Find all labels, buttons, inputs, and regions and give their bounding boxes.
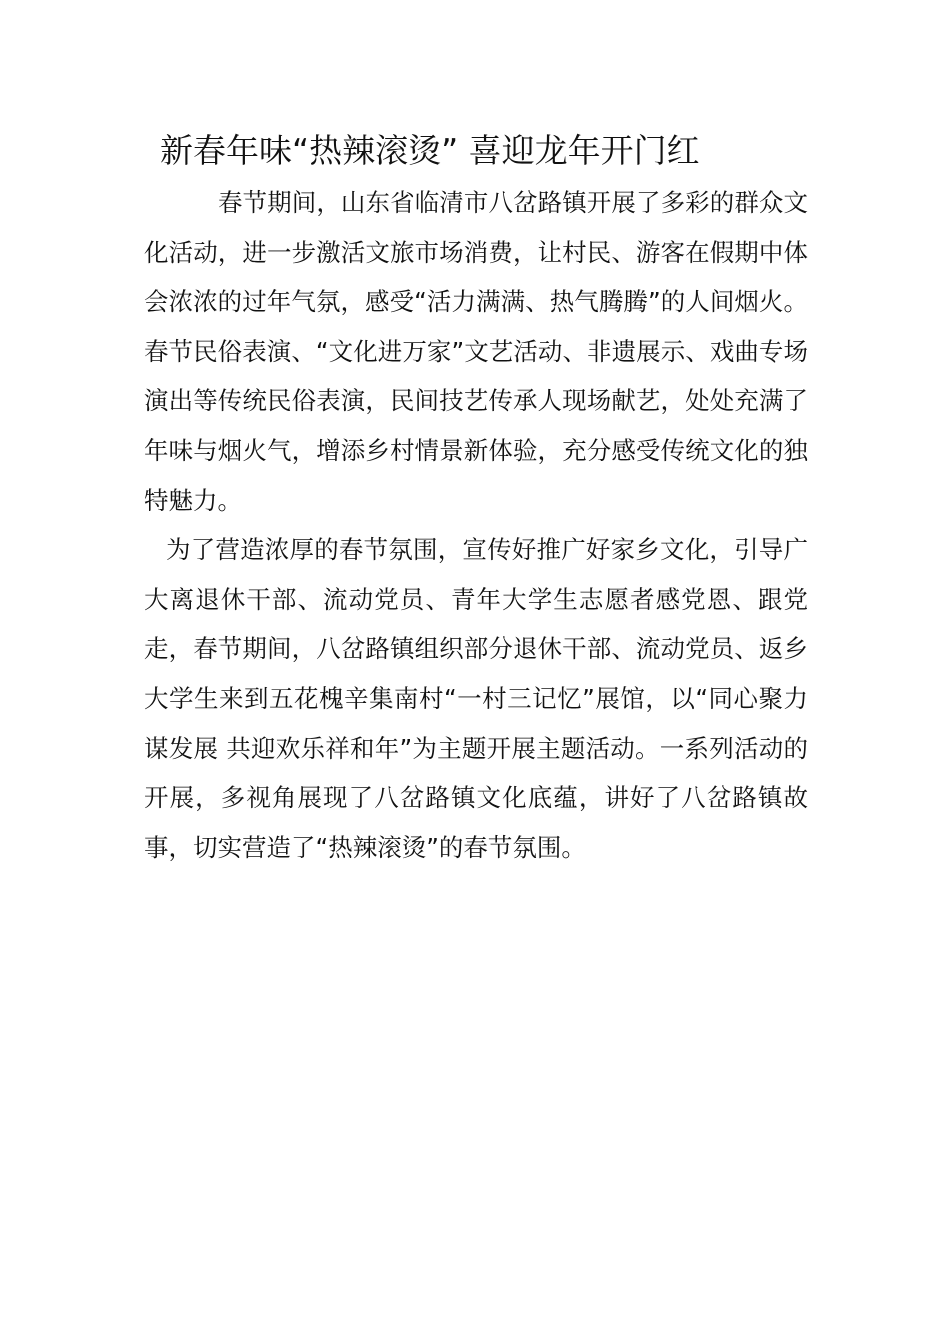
paragraph-1: 春节期间，山东省临清市八岔路镇开展了多彩的群众文化活动，进一步激活文旅市场消费，让村民、游客在假期中体会浓浓的过年气氛，感受“活力满满、热气腾腾”的人间烟火。春节民俗表演、“文化进万家”文艺活动、非遗展示、戏曲专场演出等传统民俗表演，民间技艺传承人现场献艺，处处充满了年味与烟火气，增添乡村情景新体验，充分感受传统文化的独特魅力。 — [144, 188, 808, 515]
document-body — [144, 178, 808, 872]
document-title: 新春年味“热辣滚烫” 喜迎龙年开门红 — [160, 131, 700, 170]
paragraph-2: 为了营造浓厚的春节氛围，宣传好推广好家乡文化，引导广大离退休干部、流动党员、青年大学生志愿者感党恩、跟党走，春节期间，八岔路镇组织部分退休干部、流动党员、返乡大学生来到五花槐辛集南村“一村三记忆”展馆，以“同心聚力谋发展 共迎欢乐祥和年”为主题开展主题活动。一系列活动的开展，多视角展现了八岔路镇文化底蕴，讲好了八岔路镇故事，切实营造了“热辣滚烫”的春节氛围。 — [144, 535, 808, 862]
